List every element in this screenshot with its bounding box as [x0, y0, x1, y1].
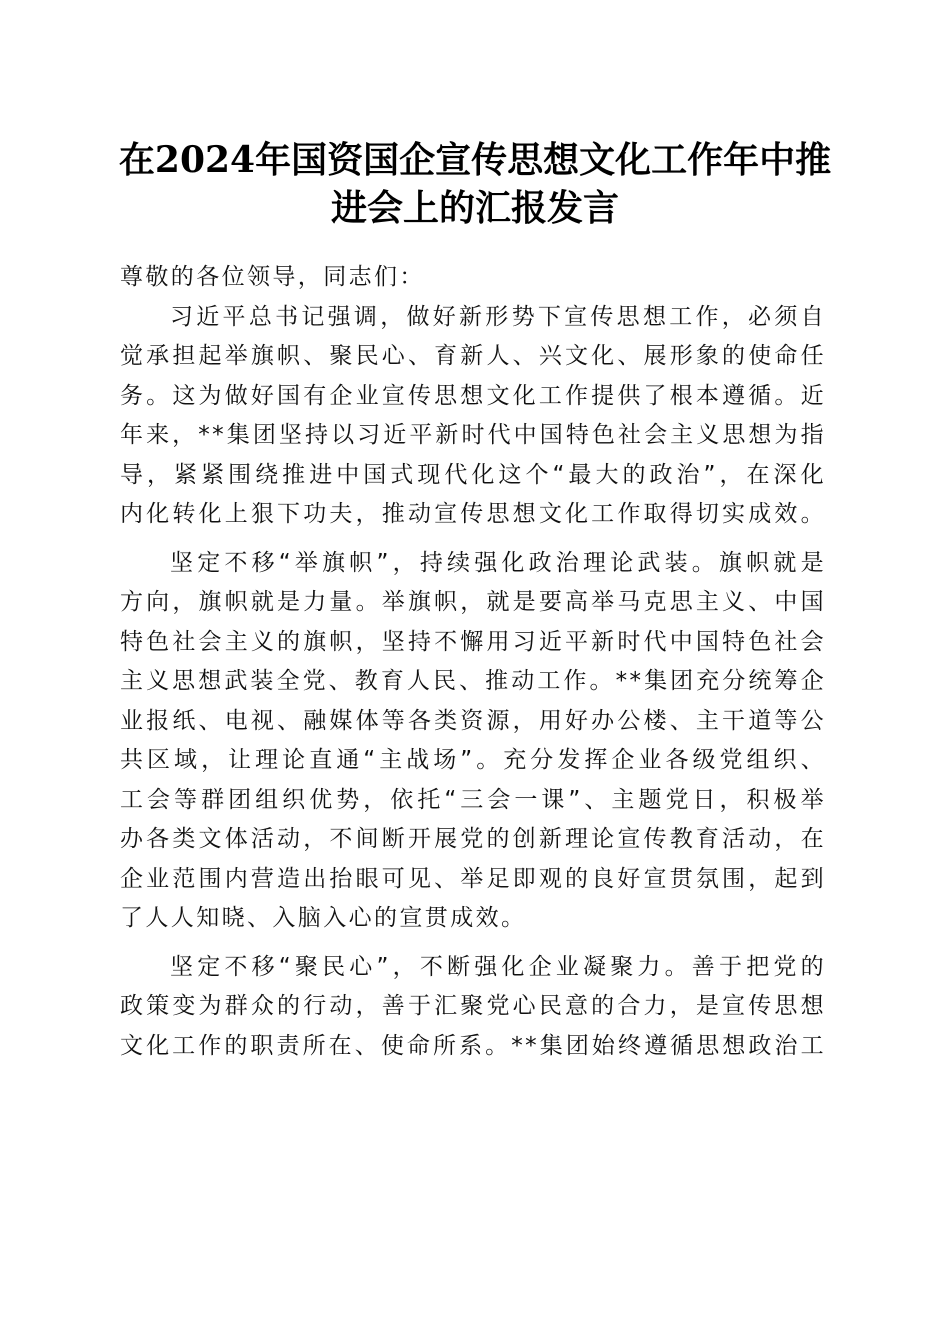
paragraph-line: 共区域，让理论直通“主战场”。充分发挥企业各级党组织、 — [120, 747, 826, 773]
paragraph-line: 主义思想武装全党、教育人民、推动工作。**集团充分统筹企 — [120, 668, 826, 694]
paragraph-line: 年来，**集团坚持以习近平新时代中国特色社会主义思想为指 — [120, 422, 826, 448]
paragraph-line: 务。这为做好国有企业宣传思想文化工作提供了根本遵循。近 — [120, 382, 826, 409]
paragraph-1 — [120, 298, 826, 535]
paragraph-line: 企业范围内营造出抬眼可见、举足即观的良好宣贯氛围，起到 — [120, 865, 826, 892]
paragraph-line: 方向，旗帜就是力量。举旗帜，就是要高举马克思主义、中国 — [120, 589, 826, 615]
paragraph-line: 坚定不移“举旗帜”，持续强化政治理论武装。旗帜就是 — [170, 549, 826, 576]
paragraph-line: 坚定不移“聚民心”，不断强化企业凝聚力。善于把党的 — [170, 953, 826, 980]
paragraph-line: 政策变为群众的行动，善于汇聚党心民意的合力，是宣传思想 — [120, 993, 826, 1019]
title-line-1: 在2024年国资国企宣传思想文化工作年中推 — [118, 139, 832, 181]
salutation: 尊敬的各位领导，同志们： — [120, 264, 425, 290]
paragraph-line: 业报纸、电视、融媒体等各类资源，用好办公楼、主干道等公 — [120, 707, 826, 734]
document-title — [110, 136, 840, 232]
paragraph-line: 特色社会主义的旗帜，坚持不懈用习近平新时代中国特色社会 — [120, 628, 826, 655]
document-body — [120, 258, 826, 1066]
paragraph-line: 习近平总书记强调，做好新形势下宣传思想工作，必须自 — [170, 303, 826, 330]
paragraph-line: 工会等群团组织优势，依托“三会一课”、主题党日，积极举 — [120, 786, 826, 813]
title-line-2: 进会上的汇报发言 — [330, 187, 619, 229]
paragraph-3 — [120, 948, 826, 1067]
paragraph-line: 文化工作的职责所在、使命所系。**集团始终遵循思想政治工 — [120, 1032, 826, 1059]
paragraph-line: 办各类文体活动，不间断开展党的创新理论宣传教育活动，在 — [120, 826, 826, 852]
paragraph-line: 觉承担起举旗帜、聚民心、育新人、兴文化、展形象的使命任 — [120, 343, 826, 369]
paragraph-2 — [120, 544, 826, 939]
paragraph-line: 了人人知晓、入脑入心的宣贯成效。 — [120, 905, 527, 931]
paragraph-line: 内化转化上狠下功夫，推动宣传思想文化工作取得切实成效。 — [120, 501, 826, 527]
paragraph-line: 导，紧紧围绕推进中国式现代化这个“最大的政治”，在深化 — [120, 461, 826, 488]
